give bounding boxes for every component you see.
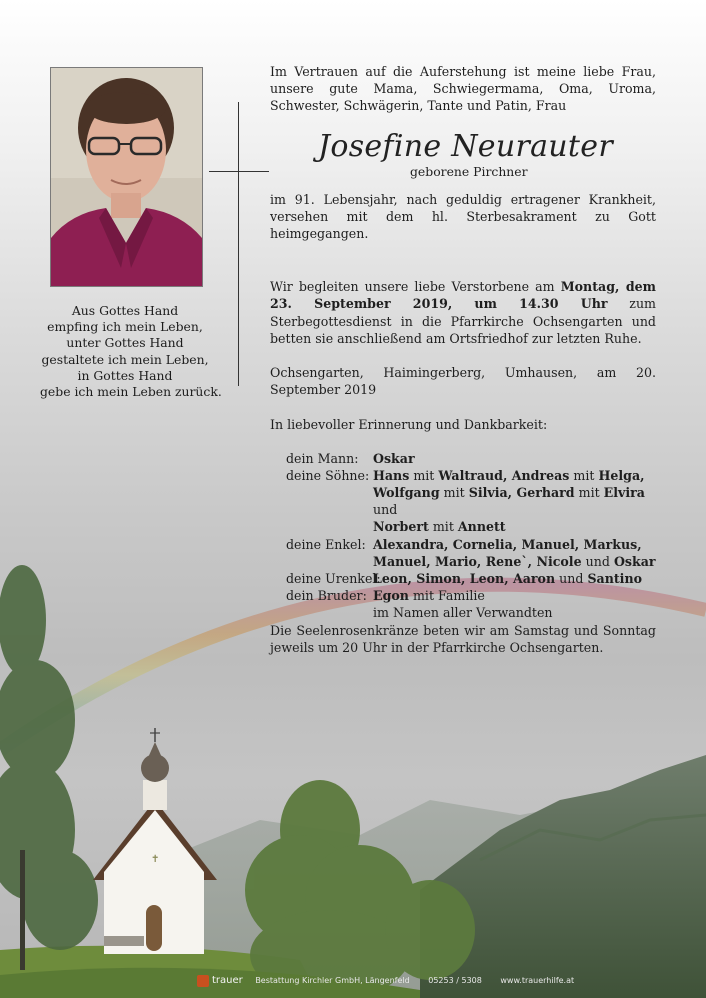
family-row-sons: deine Söhne: Hans mit Waltraud, Andreas mit Helga, Wolfgang mit Silvia, Gerhard mit Elvira und Norbert mit Annett bbox=[286, 467, 645, 535]
death-notice: im 91. Lebensjahr, nach geduldig ertragener Krankheit, versehen mit dem hl. Sterbesakrament zu Gott heimgegangen. bbox=[270, 191, 656, 242]
son-name: Norbert bbox=[373, 519, 429, 535]
relatives-text: im Namen aller Verwandten bbox=[373, 605, 553, 621]
family-row-great-grandchildren: deine Urenkel: Leon, Simon, Leon, Aaron und Santino bbox=[286, 571, 643, 587]
grandchild-name: Markus bbox=[583, 536, 638, 552]
son-partner: Elvira bbox=[603, 485, 645, 501]
remembrance-text: In liebevoller Erinnerung und Dankbarkeit: bbox=[270, 417, 548, 433]
son-name: Gerhard bbox=[516, 485, 575, 501]
son-partner: Helga bbox=[598, 467, 641, 483]
grandchild-name: Alexandra bbox=[373, 536, 444, 552]
son-name: Andreas bbox=[511, 467, 570, 483]
footer-phone: 05253 / 5308 bbox=[428, 976, 482, 985]
verse-line: gebe ich mein Leben zurück. bbox=[40, 384, 222, 400]
verse-line: in Gottes Hand bbox=[77, 367, 173, 383]
word-mit: mit bbox=[573, 467, 595, 483]
grandchild-name: Rene` bbox=[485, 553, 528, 569]
husband-name: Oskar bbox=[373, 450, 415, 466]
family-label: dein Bruder: bbox=[286, 588, 367, 604]
place-date: Ochsengarten, Haimingerberg, Umhausen, am 20. September 2019 bbox=[270, 365, 656, 398]
trauerhilfe-logo-icon bbox=[197, 975, 209, 987]
notice-content bbox=[270, 63, 656, 656]
family-label: deine Enkel: bbox=[286, 536, 366, 552]
word-mit: mit bbox=[443, 485, 465, 501]
verse-line: empfing ich mein Leben, bbox=[47, 319, 203, 335]
grandchild-name: Nicole bbox=[536, 553, 582, 569]
word-mit: mit bbox=[413, 467, 435, 483]
son-name: Wolfgang bbox=[373, 485, 440, 501]
brother-suffix: mit Familie bbox=[412, 588, 485, 604]
grandchild-name: Manuel bbox=[521, 536, 575, 552]
cross-icon-horizontal bbox=[209, 171, 269, 172]
family-row-brother bbox=[286, 587, 656, 621]
verse-line: Aus Gottes Hand bbox=[71, 303, 179, 318]
closing-text: Die Seelenrosenkränze beten wir am Samstag und Sonntag jeweils um 20 Uhr in der Pfarrkirche Ochsengarten. bbox=[270, 622, 656, 655]
great-grandchild-name: Simon bbox=[416, 571, 461, 587]
brother-name: Egon bbox=[373, 588, 409, 604]
family-row-grandchildren: deine Enkel: Alexandra, Cornelia, Manuel, Markus, Manuel, Mario, Rene`, Nicole und Oskar bbox=[286, 536, 656, 569]
word-und: und bbox=[559, 571, 584, 587]
grandchild-name: Mario bbox=[435, 553, 477, 569]
son-partner: Waltraud bbox=[438, 467, 503, 483]
verse bbox=[40, 303, 222, 400]
family-label: dein Mann: bbox=[286, 450, 359, 466]
portrait-photo bbox=[50, 67, 203, 287]
great-grandchild-name: Leon bbox=[373, 571, 408, 587]
footer-brand: trauer bbox=[212, 975, 243, 986]
son-partner: Silvia bbox=[468, 485, 508, 501]
deceased-name: Josefine Neurauter bbox=[318, 128, 613, 164]
footer-company: Bestattung Kirchler GmbH, Längenfeld bbox=[255, 976, 410, 985]
funeral-text bbox=[270, 278, 656, 347]
funeral-date-time: Montag, dem 23. September 2019, um 14.30 Uhr bbox=[270, 279, 656, 312]
grandchild-name: Cornelia bbox=[452, 536, 513, 552]
great-grandchild-name: Leon bbox=[469, 571, 505, 587]
word-mit: mit bbox=[578, 485, 600, 501]
grandchild-name: Manuel bbox=[373, 553, 427, 569]
family-label: deine Urenkel: bbox=[286, 571, 381, 587]
funeral-text-before: Wir begleiten unsere liebe Verstorbene am bbox=[270, 279, 561, 295]
great-grandchild-name: Santino bbox=[587, 571, 643, 587]
verse-line: unter Gottes Hand bbox=[66, 335, 184, 351]
intro-text: Im Vertrauen auf die Auferstehung ist meine liebe Frau, unsere gute Mama, Schwiegermama, Oma, Uroma, Schwester, Schwägerin, Tante und Patin, Frau bbox=[270, 64, 656, 114]
cross-icon-vertical bbox=[238, 102, 239, 386]
family-row-husband bbox=[286, 450, 656, 467]
maiden-name: geborene Pirchner bbox=[410, 163, 528, 179]
footer-website[interactable]: www.trauerhilfe.at bbox=[500, 976, 575, 985]
great-grandchild-name: Aaron bbox=[512, 571, 556, 587]
grandchild-name: Oskar bbox=[613, 553, 656, 569]
funeral-text-after: zum Sterbegottesdienst in die Pfarrkirche Ochsengarten und betten sie anschließend am Ortsfriedhof zur letzten Ruhe. bbox=[270, 296, 656, 346]
word-und: und bbox=[585, 553, 610, 569]
son-name: Hans bbox=[373, 467, 410, 483]
footer bbox=[197, 974, 597, 988]
family-list bbox=[270, 450, 656, 622]
verse-line: gestaltete ich mein Leben, bbox=[41, 351, 209, 367]
word-mit: mit bbox=[432, 519, 454, 535]
family-label: deine Söhne: bbox=[286, 467, 370, 483]
word-und: und bbox=[373, 502, 398, 518]
svg-text:✝: ✝ bbox=[151, 854, 160, 865]
son-partner: Annett bbox=[457, 519, 506, 535]
